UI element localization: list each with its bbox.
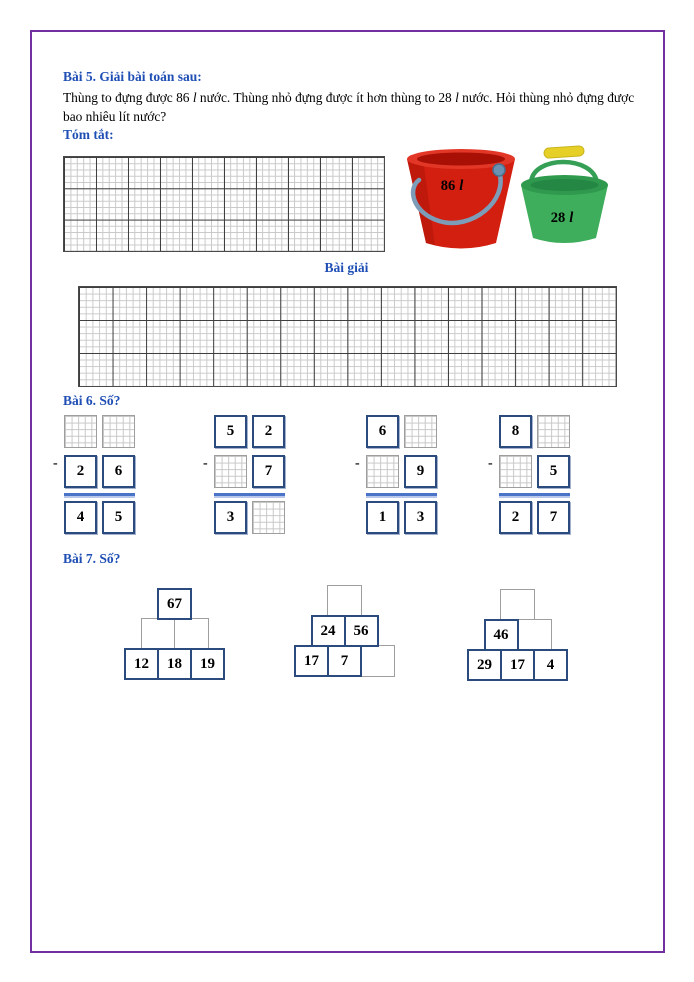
- minus-sign: -: [355, 456, 360, 471]
- answer-cell: [214, 455, 247, 488]
- subtraction-problem-3: [355, 415, 437, 534]
- pyramid-cell: 24: [311, 615, 346, 647]
- answer-cell: [499, 455, 532, 488]
- red-bucket-handle-knob: [493, 164, 505, 176]
- answer-cell: [64, 415, 97, 448]
- pyramid-cell: 4: [533, 649, 568, 681]
- digit-cell: 8: [499, 415, 532, 448]
- equals-line: [64, 493, 135, 496]
- bai-giai-label: Bài giải: [324, 260, 369, 275]
- number-pyramid-2: [292, 585, 397, 677]
- tom-tat-writing-grid: [63, 156, 385, 252]
- bai5-title: Bài 5. Giải bài toán sau:: [63, 69, 202, 84]
- digit-cell: 1: [366, 501, 399, 534]
- pyramid-cell: 67: [157, 588, 192, 620]
- liter-symbol-2: l: [455, 90, 459, 105]
- equals-line: [214, 493, 285, 496]
- minus-sign: -: [488, 456, 493, 471]
- bai-giai-writing-grid: [78, 286, 617, 387]
- red-bucket: [407, 149, 515, 249]
- digit-cell: 9: [404, 455, 437, 488]
- bai5-text-seg2: nước. Thùng nhỏ đựng được ít hơn thùng to 28: [196, 90, 456, 105]
- pyramid-cell: 12: [124, 648, 159, 680]
- digit-cell: 6: [102, 455, 135, 488]
- digit-cell: 5: [537, 455, 570, 488]
- answer-cell: [404, 415, 437, 448]
- digit-cell: 7: [537, 501, 570, 534]
- subtraction-problem-1: [53, 415, 135, 534]
- number-pyramid-3: [465, 589, 570, 681]
- digit-cell: 7: [252, 455, 285, 488]
- answer-cell: [537, 415, 570, 448]
- pyramid-cell: 29: [467, 649, 502, 681]
- number-pyramid-1: [122, 588, 227, 680]
- digit-cell: 5: [102, 501, 135, 534]
- pyramid-answer-cell: [327, 585, 362, 617]
- pyramid-answer-cell: [360, 645, 395, 677]
- digit-cell: 5: [214, 415, 247, 448]
- bai7-title: Bài 7. Số?: [63, 551, 121, 566]
- green-bucket: [521, 146, 608, 243]
- pyramid-cell: 17: [500, 649, 535, 681]
- pyramid-answer-cell: [500, 589, 535, 621]
- digit-cell: 6: [366, 415, 399, 448]
- green-bucket-opening: [531, 179, 599, 191]
- digit-cell: 2: [64, 455, 97, 488]
- pyramid-cell: 18: [157, 648, 192, 680]
- pyramid-cell: 17: [294, 645, 329, 677]
- tom-tat-label: Tóm tắt:: [63, 127, 114, 142]
- red-bucket-opening: [417, 153, 505, 166]
- liter-symbol-1: l: [192, 90, 197, 105]
- pyramid-answer-cell: [141, 618, 176, 650]
- big-bucket-label: 86 l: [440, 178, 464, 194]
- minus-sign: -: [53, 456, 58, 471]
- equals-line: [499, 493, 570, 496]
- small-bucket-label: 28 l: [550, 210, 574, 226]
- bai5-text-seg3: nước. Hỏi thùng nhỏ đựng được bao nhiêu lít nước?: [63, 90, 635, 124]
- digit-cell: 3: [214, 501, 247, 534]
- buckets-illustration: [399, 137, 615, 255]
- bai5-problem-text: [63, 88, 638, 126]
- pyramid-answer-cell: [174, 618, 209, 650]
- digit-cell: 4: [64, 501, 97, 534]
- digit-cell: 2: [252, 415, 285, 448]
- pyramid-answer-cell: [517, 619, 552, 651]
- bai5-text-seg1: Thùng to đựng được 86: [63, 90, 193, 105]
- pyramid-cell: 19: [190, 648, 225, 680]
- pyramid-cell: 56: [344, 615, 379, 647]
- subtraction-problem-2: [203, 415, 285, 534]
- digit-cell: 3: [404, 501, 437, 534]
- equals-line: [366, 493, 437, 496]
- bai6-title: Bài 6. Số?: [63, 393, 121, 408]
- answer-cell: [252, 501, 285, 534]
- answer-cell: [366, 455, 399, 488]
- answer-cell: [102, 415, 135, 448]
- pyramid-cell: 7: [327, 645, 362, 677]
- green-bucket-grip: [544, 146, 585, 159]
- minus-sign: -: [203, 456, 208, 471]
- digit-cell: 2: [499, 501, 532, 534]
- pyramid-cell: 46: [484, 619, 519, 651]
- subtraction-problem-4: [488, 415, 570, 534]
